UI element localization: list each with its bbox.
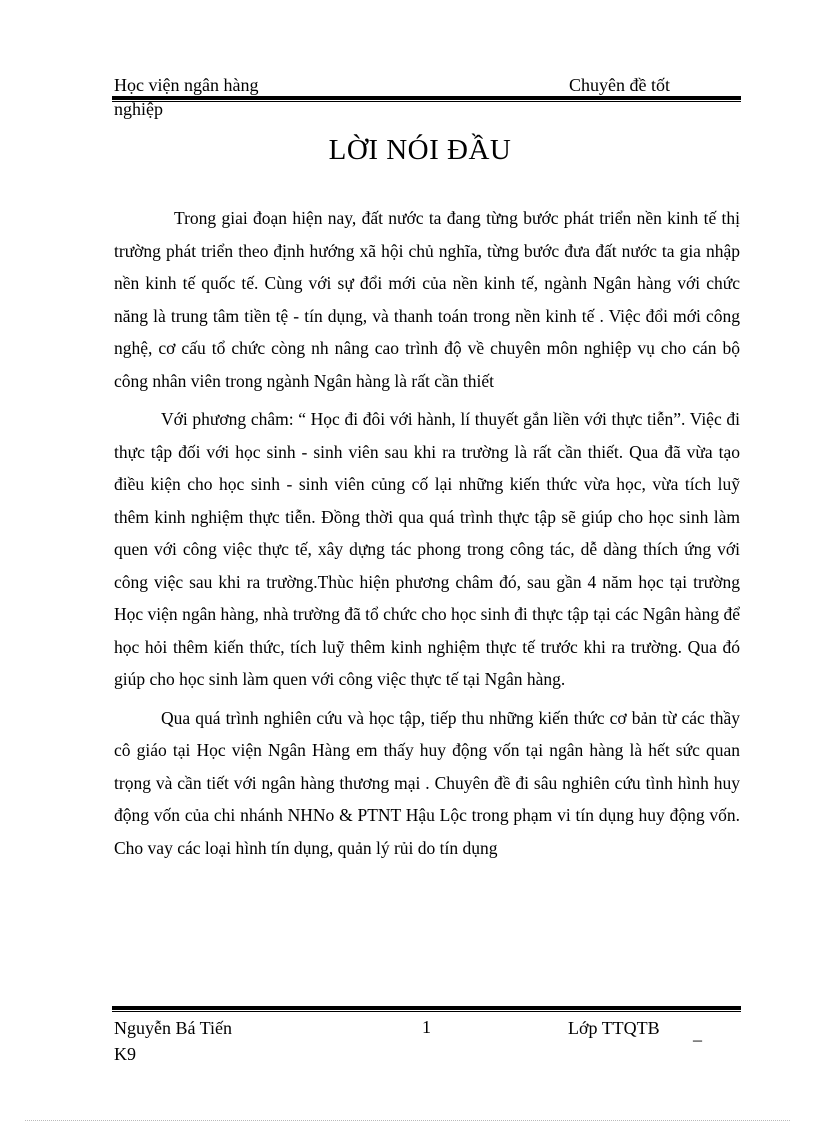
page-edge-dotted bbox=[25, 1120, 790, 1121]
paragraph: Với phương châm: “ Học đi đôi với hành, lí thuyết gắn liền với thực tiễn”. Việc đi thực tập đối với học sinh - sinh viên sau khi ra trường là rất cần thiết. Qua đã vừa tạo điều kiện cho học sinh - sinh viên củng cố lại những kiến thức vừa học, vừa tích luỹ thêm kinh nghiệm thực tiễn. Đồng thời qua quá trình thực tập sẽ giúp cho học sinh làm quen với công việc thực tế, xây dựng tác phong trong công tác, dễ dàng thích ứng với công việc sau khi ra trường.Thùc hiện phương châm đó, sau gần 4 năm học tại trường Học viện ngân hàng, nhà trường đã tổ chức cho học sinh đi thực tập tại các Ngân hàng để học hỏi thêm kiến thức, tích luỹ thêm kinh nghiệm thực tế trước khi ra trường. Qua đó giúp cho học sinh làm quen với công việc thực tế tại Ngân hàng. bbox=[114, 409, 740, 689]
page-title: LỜI NÓI ĐẦU bbox=[328, 134, 512, 166]
footer-author-wrap: K9 bbox=[114, 1044, 136, 1064]
header-doc-type: Chuyên đề tốt bbox=[569, 75, 670, 95]
paragraph: Qua quá trình nghiên cứu và học tập, tiếp thu những kiến thức cơ bản từ các thầy cô giáo tại Học viện Ngân Hàng em thấy huy động vốn tại ngân hàng là hết sức quan trọng và cần tiết với ngân hàng thương mại . Chuyên đề đi sâu nghiên cứu tình hình huy động vốn của chi nhánh NHNo & PTNT Hậu Lộc trong phạm vi tín dụng huy động vốn. Cho vay các loại hình tín dụng, quản lý rủi do tín dụng bbox=[114, 707, 740, 858]
page-number: 1 bbox=[422, 1017, 431, 1037]
footer-dash: _ bbox=[693, 1023, 702, 1043]
footer-author: Nguyễn Bá Tiến bbox=[114, 1018, 233, 1038]
header-doc-type-wrap: nghiệp bbox=[114, 99, 163, 119]
footer-class: Lớp TTQTB bbox=[568, 1018, 660, 1038]
footer-rule-thin bbox=[112, 1011, 741, 1012]
paragraph: Trong giai đoạn hiện nay, đất nước ta đang từng bước phát triển nền kinh tế thị trường phát triển theo định hướng xã hội chủ nghĩa, từng bước đưa đất nước ta gia nhập nền kinh tế quốc tế. Cùng với sự đổi mới của nền kinh tế, ngành Ngân hàng với chức năng là trung tâm tiền tệ - tín dụng, và thanh toán trong nền kinh tế . Việc đổi mới công nghệ, cơ cấu tổ chức còng nh nâng cao trình độ về chuyên môn nghiệp vụ cho cán bộ công nhân viên trong ngành Ngân hàng là rất cần thiết bbox=[114, 208, 740, 391]
body-text bbox=[114, 202, 740, 870]
header-rule-thin bbox=[112, 101, 741, 102]
header-school: Học viện ngân hàng bbox=[114, 75, 259, 95]
header-rule-thick bbox=[112, 96, 741, 100]
footer-rule-thick bbox=[112, 1006, 741, 1010]
